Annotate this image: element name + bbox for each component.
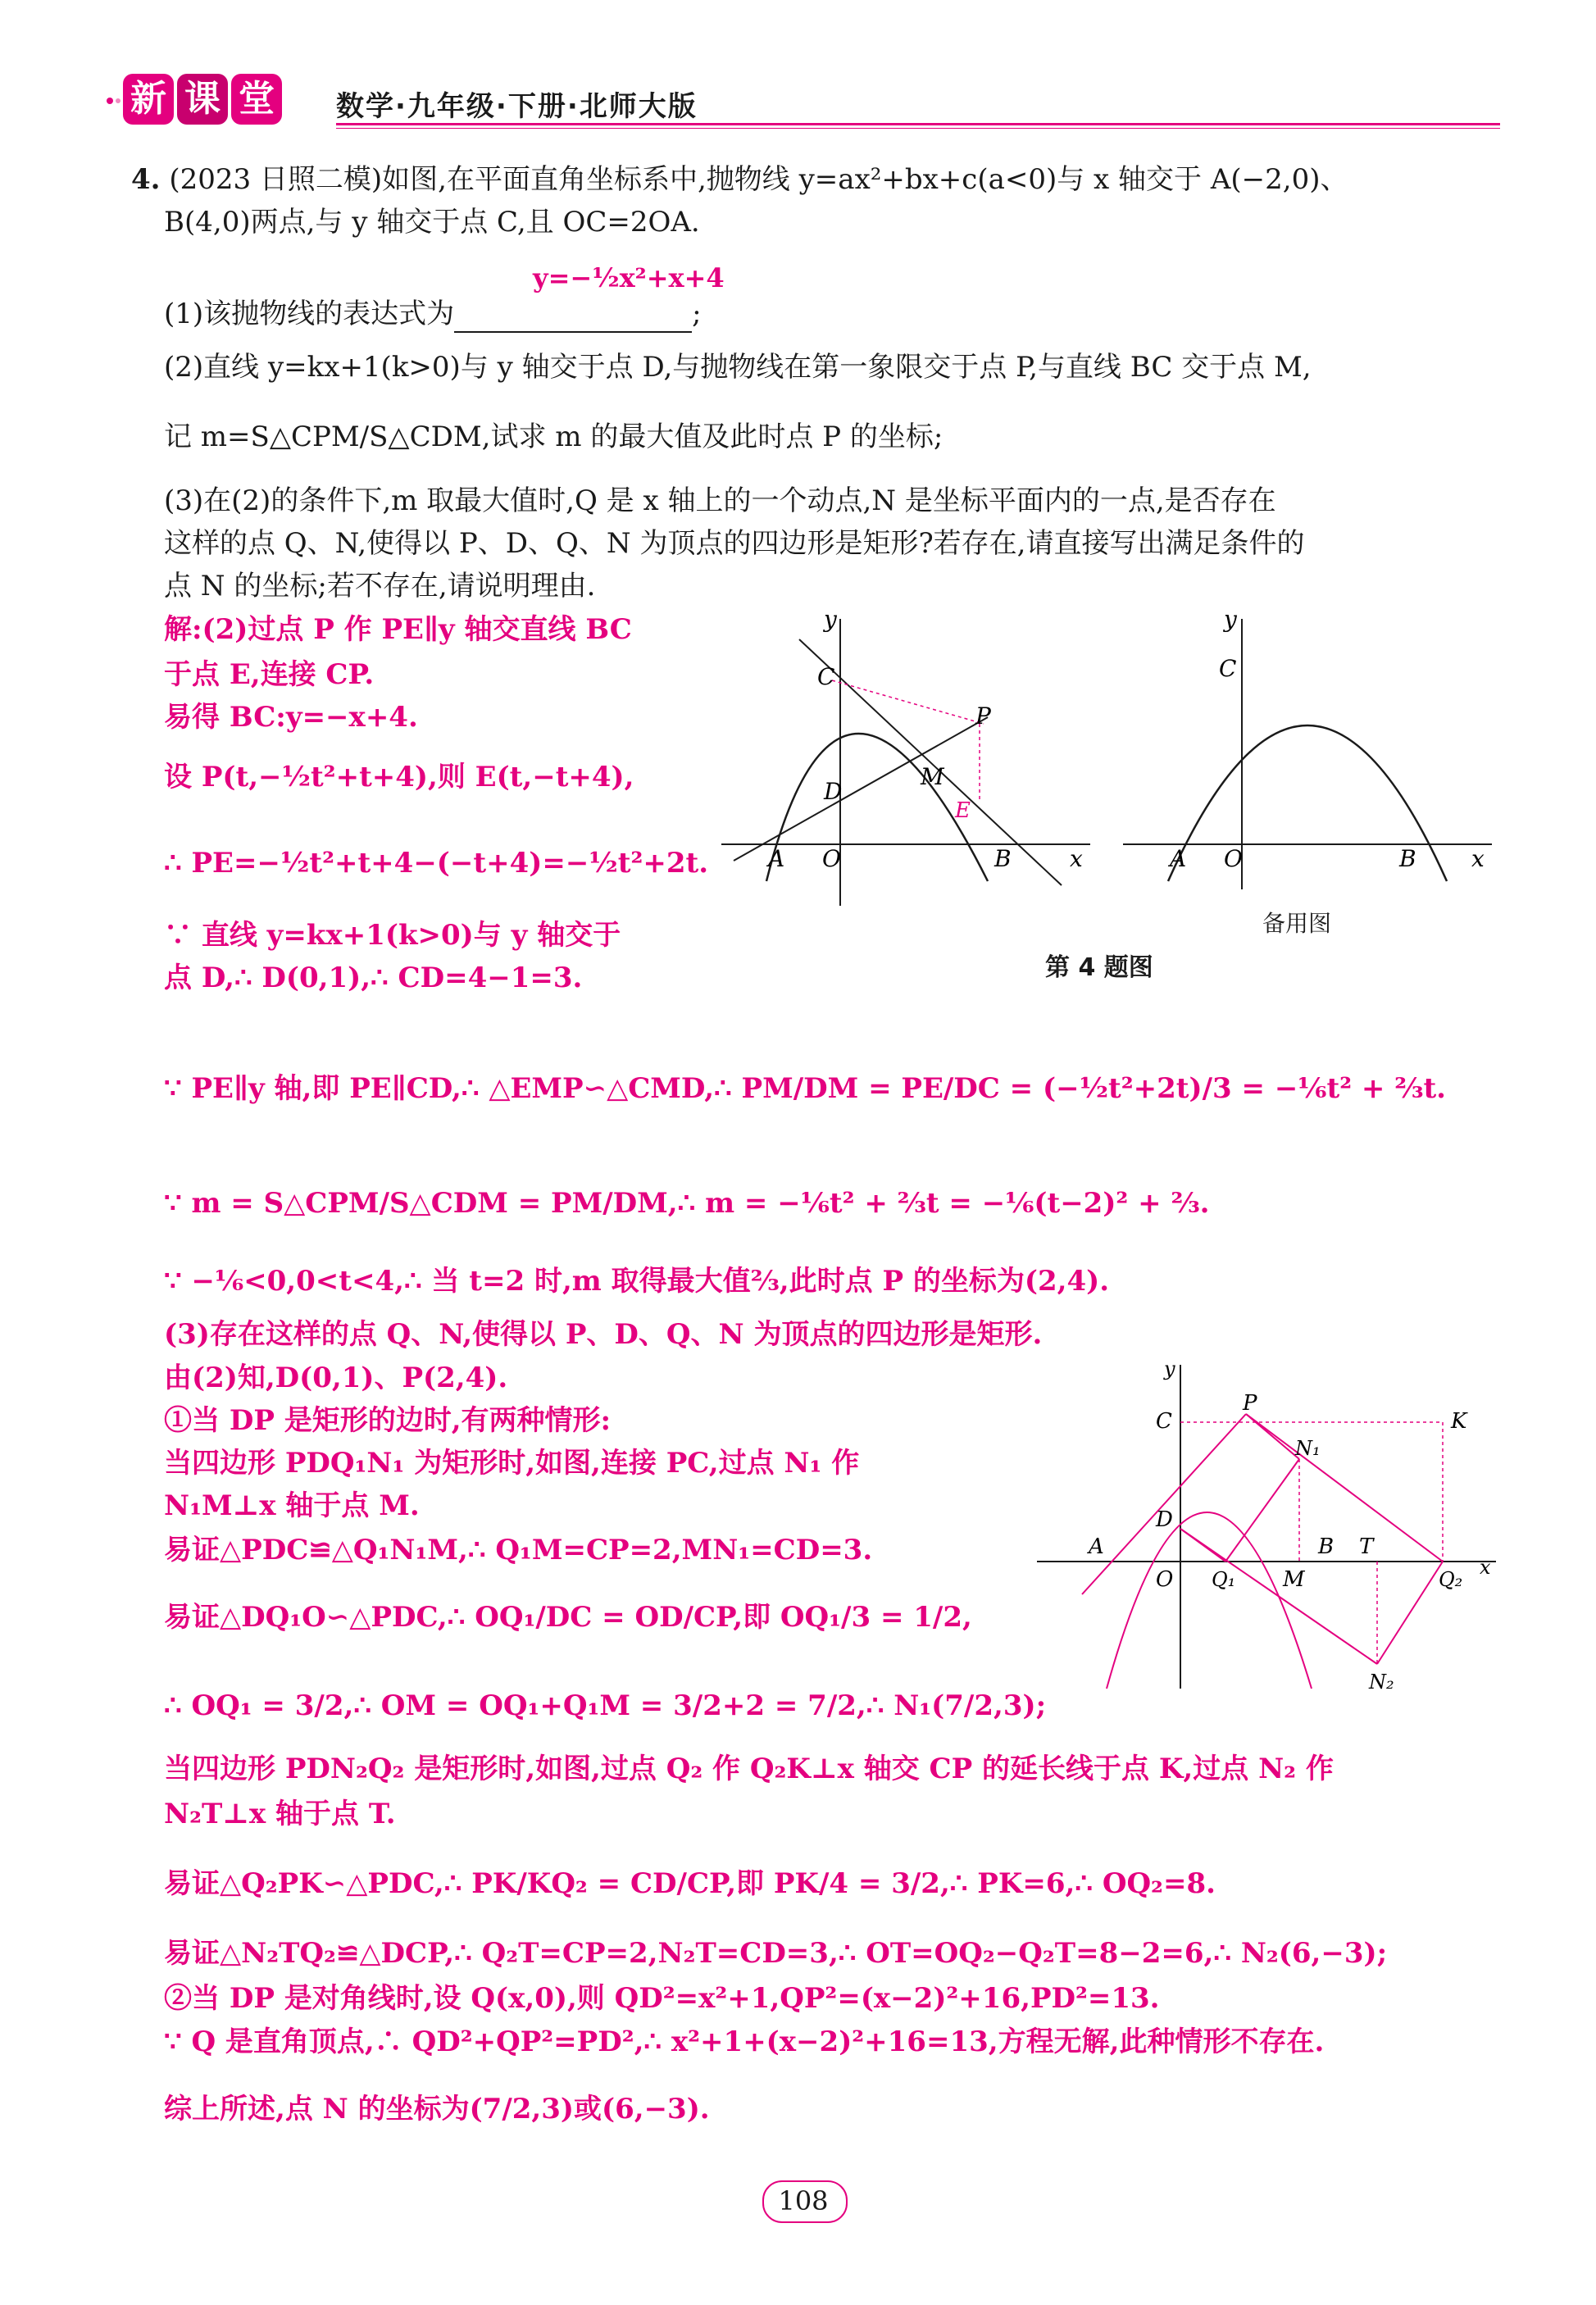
solution-full-5: 由(2)知,D(0,1)、P(2,4). — [164, 1362, 508, 1394]
fig1-label-c: C — [817, 663, 835, 690]
answer-1: y=−½x²+x+4 — [533, 262, 725, 293]
problem-text-1: (2023 日照二模)如图,在平面直角坐标系中,抛物线 y=ax²+bx+c(a<0)与 x 轴交于 A(−2,0)、 — [169, 163, 1348, 196]
fig3-label-t: T — [1359, 1534, 1374, 1559]
brand-logo — [123, 72, 285, 126]
problem-part-3b: 这样的点 Q、N,使得以 P、D、Q、N 为顶点的四边形是矩形?若存在,请直接写出满足条件的 — [164, 527, 1305, 560]
brand-char-1: 新 — [123, 74, 174, 125]
fig1-label-p: P — [975, 702, 991, 730]
solution-full-18: 综上所述,点 N 的坐标为(7/2,3)或(6,−3). — [164, 2093, 710, 2125]
page-header — [123, 72, 1500, 131]
header-rule — [336, 123, 1500, 125]
solution-full-9: 易证△PDC≌△Q₁N₁M,∴ Q₁M=CP=2,MN₁=CD=3. — [164, 1534, 873, 1566]
fig1-label-e: E — [955, 798, 971, 823]
solution-full-16: ②当 DP 是对角线时,设 Q(x,0),则 QD²=x²+1,QP²=(x−2)²+16,PD²=13. — [164, 1982, 1160, 2015]
header-subtitle: 数学·九年级·下册·北师大版 — [336, 90, 698, 123]
fig3-label-n1: N₁ — [1295, 1437, 1321, 1460]
page-number-text: 108 — [778, 2185, 829, 2216]
fig3-label-p: P — [1243, 1391, 1257, 1416]
fig3-label-a: A — [1089, 1534, 1104, 1559]
solution-left-7: 点 D,∴ D(0,1),∴ CD=4−1=3. — [164, 962, 583, 994]
fig3-q2n2 — [1377, 1562, 1443, 1664]
solution-full-12: 当四边形 PDN₂Q₂ 是矩形时,如图,过点 Q₂ 作 Q₂K⊥x 轴交 CP 的延长线于点 K,过点 N₂ 作 — [164, 1753, 1334, 1785]
fig3-label-k: K — [1451, 1409, 1467, 1434]
solution-left-5: ∴ PE=−½t²+t+4−(−t+4)=−½t²+2t. — [164, 847, 709, 880]
problem-part-2: (2)直线 y=kx+1(k>0)与 y 轴交于点 D,与抛物线在第一象限交于点 P,与直线 BC 交于点 M, — [164, 351, 1312, 384]
figure-rectangle-cases — [1033, 1353, 1500, 1697]
fig2-label-o: O — [1224, 845, 1243, 872]
figure-spare — [1119, 602, 1496, 898]
fig3-q1n1 — [1225, 1459, 1299, 1562]
caption-spare: 备用图 — [1262, 910, 1332, 937]
fig2-label-a: A — [1170, 845, 1187, 872]
problem-part-1 — [164, 295, 702, 333]
fig1-line-dp — [734, 717, 988, 861]
fig3-pq2 — [1246, 1414, 1443, 1562]
header-rule-thin — [336, 128, 1500, 129]
fig3-label-n2: N₂ — [1369, 1671, 1394, 1694]
solution-full-8: N₁M⊥x 轴于点 M. — [164, 1489, 420, 1522]
fig3-label-m: M — [1283, 1567, 1305, 1592]
part-1-tail: ; — [692, 298, 702, 330]
fig3-label-c: C — [1156, 1409, 1172, 1434]
solution-full-1: ∵ PE∥y 轴,即 PE∥CD,∴ △EMP∽△CMD,∴ PM/DM = PE/DC = (−½t²+2t)/3 = −⅙t² + ⅔t. — [164, 1072, 1446, 1105]
fig2-label-c: C — [1219, 655, 1237, 682]
fig3-label-d: D — [1156, 1507, 1173, 1532]
fig2-label-y: y — [1224, 606, 1237, 633]
problem-part-3c: 点 N 的坐标;若不存在,请说明理由. — [164, 570, 596, 602]
fig1-label-m: M — [921, 763, 944, 790]
figure-main — [717, 602, 1094, 914]
decor-dots-icon — [105, 92, 123, 110]
brand-char-3: 堂 — [231, 74, 282, 125]
fig1-label-d: D — [824, 778, 843, 805]
solution-full-4: (3)存在这样的点 Q、N,使得以 P、D、Q、N 为顶点的四边形是矩形. — [164, 1318, 1043, 1351]
fig3-label-b: B — [1318, 1534, 1335, 1559]
fig1-label-x: x — [1070, 845, 1083, 872]
fig2-label-x: x — [1471, 845, 1485, 872]
fig3-label-q2: Q₂ — [1439, 1568, 1463, 1591]
solution-full-11: ∴ OQ₁ = 3/2,∴ OM = OQ₁+Q₁M = 3/2+2 = 7/2,∴ N₁(7/2,3); — [164, 1689, 1047, 1722]
brand-char-2: 课 — [177, 74, 228, 125]
part-1-text: (1)该抛物线的表达式为 — [164, 298, 455, 330]
fig3-label-y: y — [1164, 1357, 1175, 1380]
solution-full-2: ∵ m = S△CPM/S△CDM = PM/DM,∴ m = −⅙t² + ⅔t = −⅙(t−2)² + ⅔. — [164, 1187, 1210, 1220]
fig3-label-o: O — [1156, 1567, 1174, 1592]
solution-left-1: 解:(2)过点 P 作 PE∥y 轴交直线 BC — [164, 613, 632, 646]
problem-number: 4. — [131, 163, 161, 196]
solution-full-14: 易证△Q₂PK∽△PDC,∴ PK/KQ₂ = CD/CP,即 PK/4 = 3/2,∴ PK=6,∴ OQ₂=8. — [164, 1867, 1216, 1900]
fig1-label-y: y — [824, 606, 837, 633]
fig2-label-b: B — [1399, 845, 1416, 872]
fig3-label-x: x — [1480, 1556, 1491, 1579]
problem-part-3: (3)在(2)的条件下,m 取最大值时,Q 是 x 轴上的一个动点,N 是坐标平面内的一点,是否存在 — [164, 484, 1276, 517]
fig1-label-a: A — [768, 845, 785, 872]
fig1-cp-dashed — [832, 680, 984, 724]
problem-part-2b: 记 m=S△CPM/S△CDM,试求 m 的最大值及此时点 P 的坐标; — [164, 421, 944, 453]
answer-blank — [454, 307, 692, 333]
caption-main: 第 4 题图 — [1045, 953, 1153, 982]
solution-full-17: ∵ Q 是直角顶点,∴ QD²+QP²=PD²,∴ x²+1+(x−2)²+16=13,方程无解,此种情形不存在. — [164, 2025, 1325, 2058]
solution-left-6: ∵ 直线 y=kx+1(k>0)与 y 轴交于 — [164, 919, 621, 952]
fig1-label-b: B — [994, 845, 1012, 872]
solution-left-3: 易得 BC:y=−x+4. — [164, 701, 418, 734]
solution-full-6: ①当 DP 是矩形的边时,有两种情形: — [164, 1404, 612, 1437]
solution-full-10: 易证△DQ₁O∽△PDC,∴ OQ₁/DC = OD/CP,即 OQ₁/3 = 1/2, — [164, 1601, 972, 1634]
fig3-parabola — [1107, 1512, 1312, 1689]
fig3-label-q1: Q₁ — [1212, 1568, 1236, 1591]
solution-full-15: 易证△N₂TQ₂≌△DCP,∴ Q₂T=CP=2,N₂T=CD=3,∴ OT=OQ₂−Q₂T=8−2=6,∴ N₂(6,−3); — [164, 1937, 1388, 1970]
solution-left-2: 于点 E,连接 CP. — [164, 658, 375, 691]
problem-line-2: B(4,0)两点,与 y 轴交于点 C,且 OC=2OA. — [164, 206, 700, 239]
page-number — [762, 2180, 844, 2221]
problem-line-1 — [131, 161, 1348, 198]
fig1-label-o: O — [822, 845, 841, 872]
solution-full-7: 当四边形 PDQ₁N₁ 为矩形时,如图,连接 PC,过点 N₁ 作 — [164, 1447, 860, 1480]
solution-left-4: 设 P(t,−½t²+t+4),则 E(t,−t+4), — [164, 761, 634, 793]
fig3-dn2 — [1180, 1529, 1377, 1664]
solution-full-3: ∵ −⅙<0,0<t<4,∴ 当 t=2 时,m 取得最大值⅔,此时点 P 的坐标为(2,4). — [164, 1265, 1110, 1298]
solution-full-13: N₂T⊥x 轴于点 T. — [164, 1798, 396, 1830]
